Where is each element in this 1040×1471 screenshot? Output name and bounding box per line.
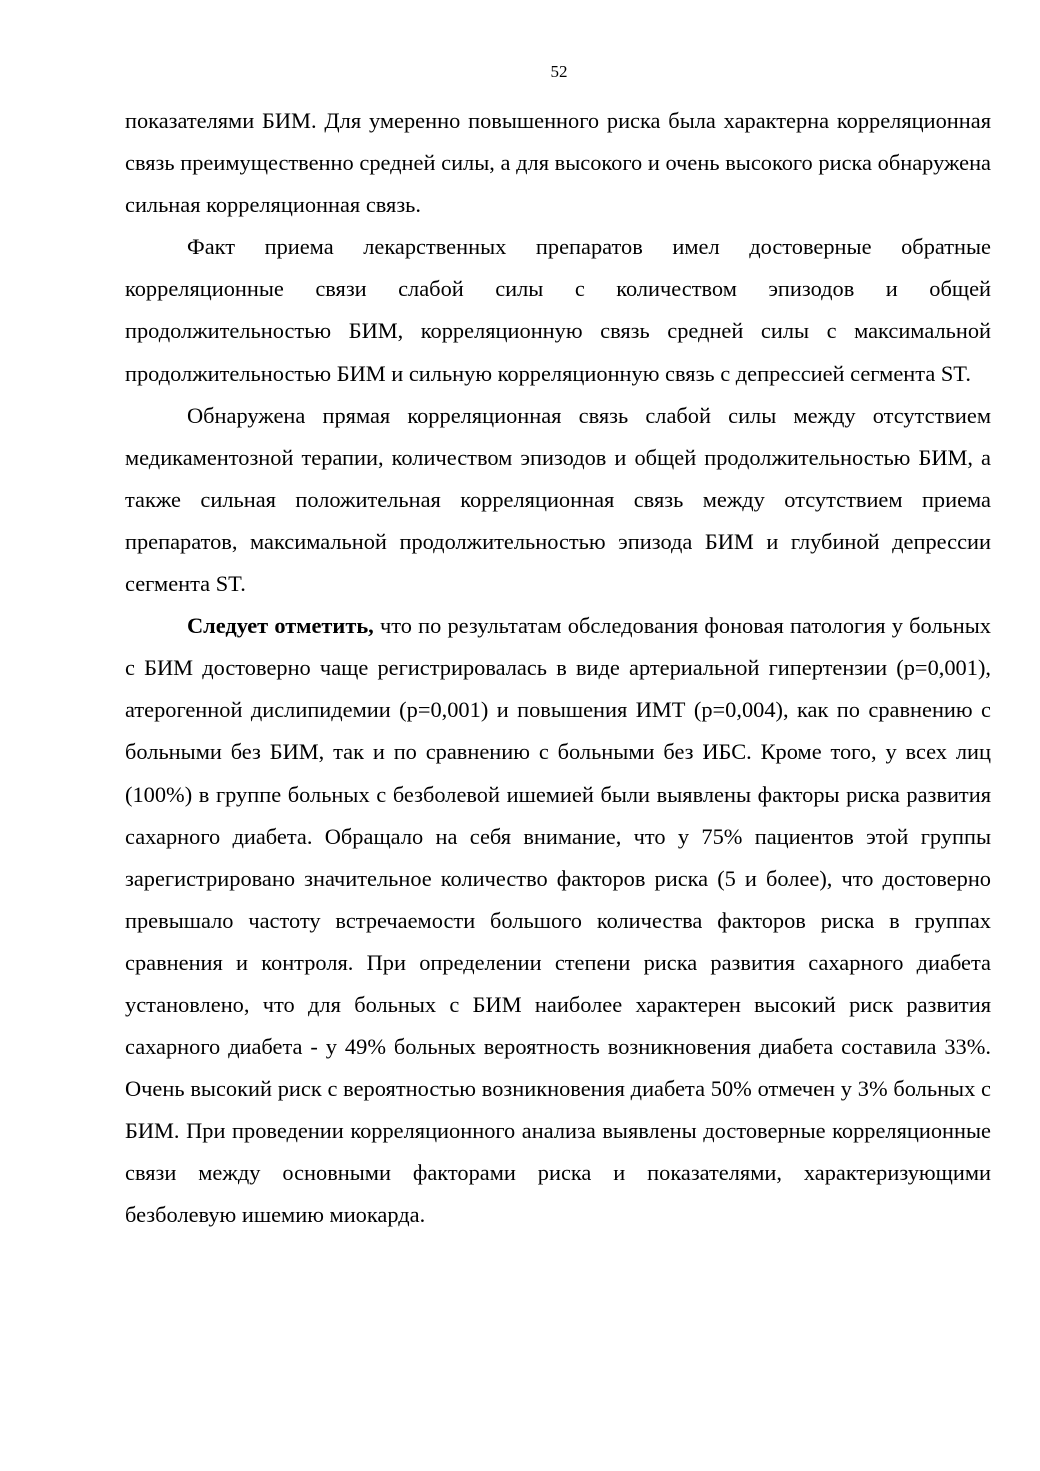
page-number: 52 (550, 62, 568, 81)
paragraph-medication (125, 226, 991, 394)
paragraph-continuation (125, 100, 991, 226)
paragraph-text: что по результатам обследования фоновая патология у больных с БИМ достоверно чаще регистрировалась в виде артериальной гипертензии (р=0,001), атерогенной дислипидемии (р=0,001) и повышения ИМТ (р=0,004), как по сравнению с больными без БИМ, так и по сравнению с больными без ИБС. Кроме того, у всех лиц (100%) в группе больных с безболевой ишемией были выявлены факторы риска развития сахарного диабета. Обращало на себя внимание, что у 75% пациентов этой группы зарегистрировано значительное количество факторов риска (5 и более), что достоверно превышало частоту встречаемости большого количества факторов риска в группах сравнения и контроля. При определении степени риска развития сахарного диабета установлено, что для больных с БИМ наиболее характерен высокий риск развития сахарного диабета - у 49% больных вероятность возникновения диабета составила 33%. Очень высокий риск с вероятностью возникновения диабета 50% отмечен у 3% больных с БИМ. При проведении корреляционного анализа выявлены достоверные корреляционные связи между основными факторами риска и показателями, характеризующими безболевую ишемию миокарда. (125, 613, 991, 1228)
paragraph-lead-bold: Следует отметить, (187, 613, 374, 639)
paragraph-text: Обнаружена прямая корреляционная связь слабой силы между отсутствием медикаментозной терапии, количеством эпизодов и общей продолжительностью БИМ, а также сильная положительная корреляционная связь между отсутствием приема препаратов, максимальной продолжительностью эпизода БИМ и глубиной депрессии сегмента ST. (125, 402, 991, 597)
paragraph-conclusion (125, 605, 991, 1236)
body-text (125, 100, 991, 1237)
paragraph-text: показателями БИМ. Для умеренно повышенного риска была характерна корреляционная связь преимущественно средней силы, а для высокого и очень высокого риска обнаружена сильная корреляционная связь. (125, 108, 991, 218)
paragraph-no-therapy (125, 395, 991, 605)
paragraph-text: Факт приема лекарственных препаратов имел достоверные обратные корреляционные связи слабой силы с количеством эпизодов и общей продолжительностью БИМ, корреляционную связь средней силы с максимальной продолжительностью БИМ и сильную корреляционную связь с депрессией сегмента ST. (125, 234, 991, 386)
